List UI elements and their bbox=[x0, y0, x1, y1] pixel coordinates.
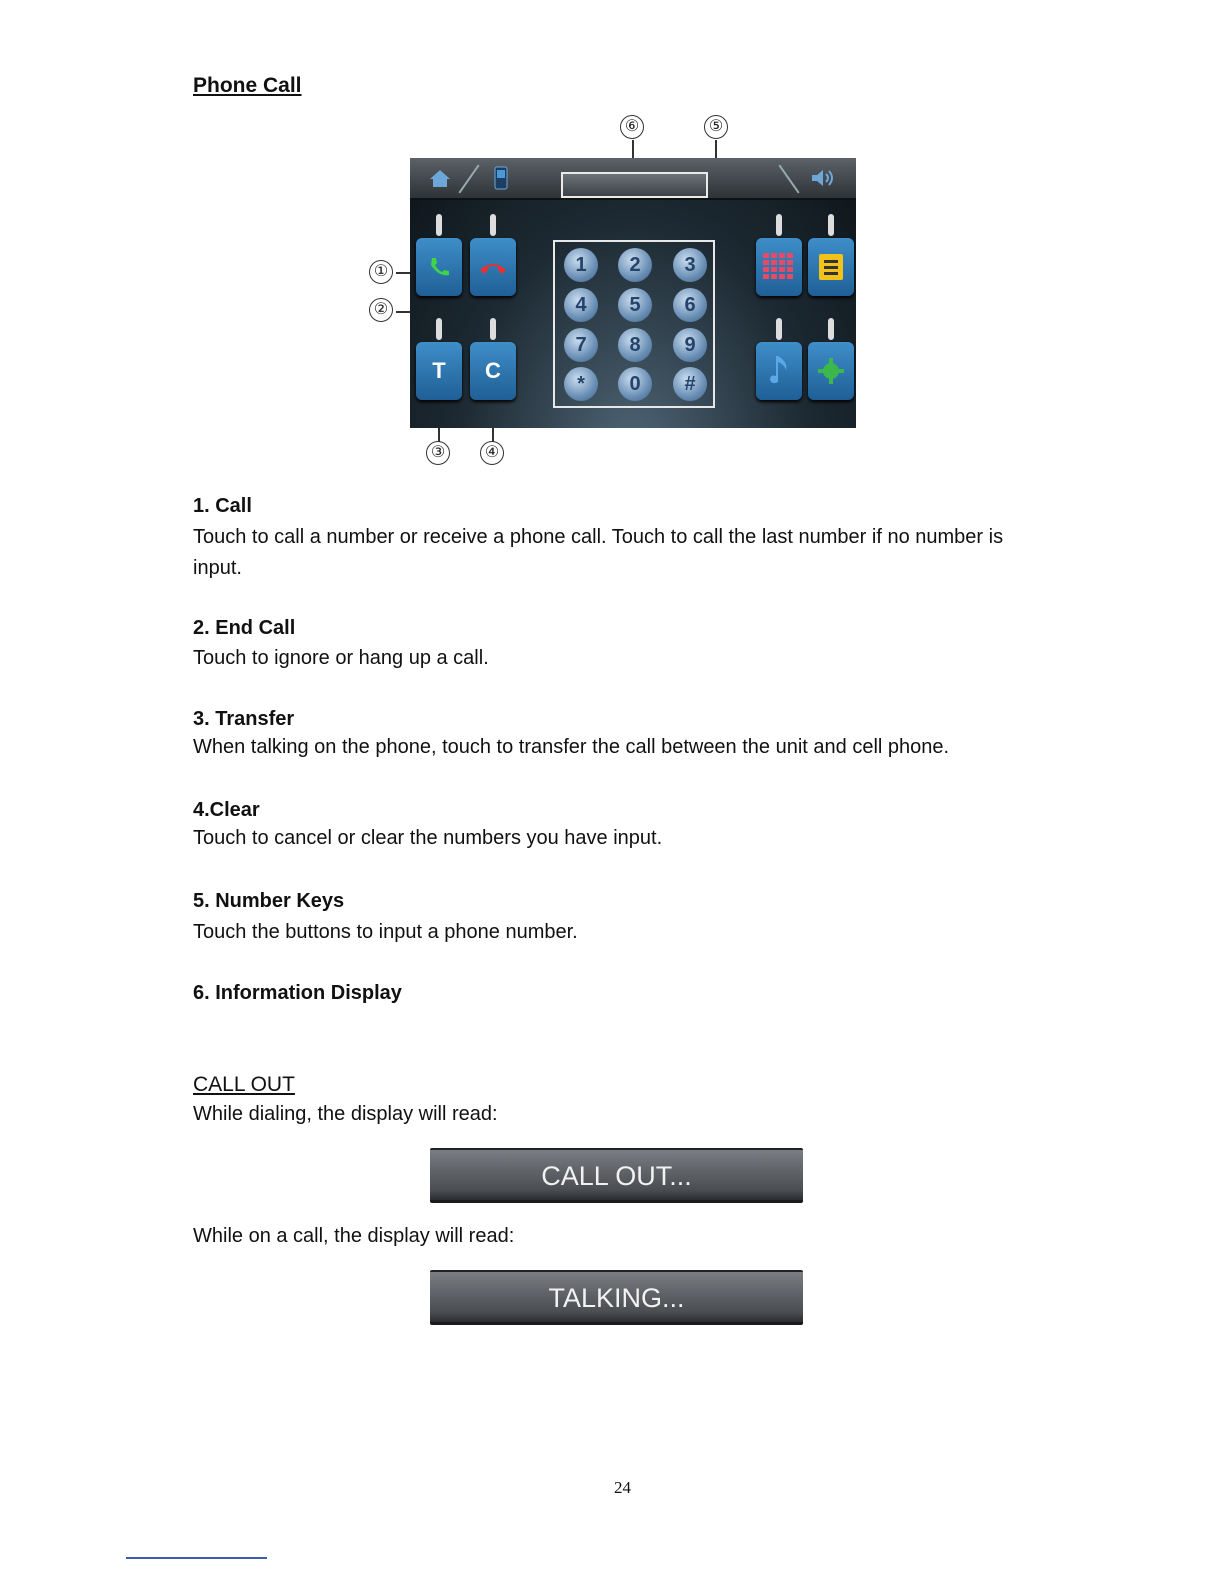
on-call-text: While on a call, the display will read: bbox=[193, 1225, 515, 1247]
music-button[interactable] bbox=[756, 342, 802, 400]
section-body-transfer: When talking on the phone, touch to transfer the call between the unit and cell phone. bbox=[193, 736, 950, 758]
key-3[interactable]: 3 bbox=[673, 248, 707, 282]
callout-4: ④ bbox=[480, 441, 504, 465]
phonebook-button[interactable] bbox=[808, 238, 854, 296]
music-note-icon bbox=[768, 354, 790, 386]
number-keypad bbox=[553, 240, 715, 408]
end-call-icon bbox=[478, 258, 508, 278]
section-title-end-call: 2. End Call bbox=[193, 617, 296, 639]
settings-button[interactable] bbox=[808, 342, 854, 400]
key-8[interactable]: 8 bbox=[618, 328, 652, 362]
information-display bbox=[561, 172, 708, 198]
talking-display: TALKING... bbox=[430, 1270, 803, 1325]
call-out-heading: CALL OUT bbox=[193, 1073, 295, 1096]
call-out-display: CALL OUT... bbox=[430, 1148, 803, 1203]
section-title-transfer: 3. Transfer bbox=[193, 708, 295, 730]
call-button[interactable] bbox=[416, 238, 462, 296]
callout-1: ① bbox=[369, 260, 393, 284]
section-title-information-display: 6. Information Display bbox=[193, 982, 402, 1004]
clear-button[interactable]: C bbox=[470, 342, 516, 400]
callout-3: ③ bbox=[426, 441, 450, 465]
grid-icon bbox=[763, 253, 795, 281]
page-heading: Phone Call bbox=[193, 74, 302, 97]
page-number: 24 bbox=[614, 1478, 631, 1497]
key-hash[interactable]: # bbox=[673, 367, 707, 401]
callout-6: ⑥ bbox=[620, 115, 644, 139]
section-body-call: Touch to call a number or receive a phone call. Touch to call the last number if no number is input. bbox=[193, 526, 1004, 579]
keypad-grid-button[interactable] bbox=[756, 238, 802, 296]
phone-device-icon bbox=[494, 166, 508, 190]
key-1[interactable]: 1 bbox=[564, 248, 598, 282]
section-body-end-call: Touch to ignore or hang up a call. bbox=[193, 647, 489, 669]
key-5[interactable]: 5 bbox=[618, 288, 652, 322]
transfer-button[interactable]: T bbox=[416, 342, 462, 400]
callout-2: ② bbox=[369, 298, 393, 322]
end-call-button[interactable] bbox=[470, 238, 516, 296]
section-title-number-keys: 5. Number Keys bbox=[193, 890, 345, 912]
key-star[interactable]: * bbox=[564, 367, 598, 401]
footer-rule bbox=[126, 1557, 267, 1559]
section-body-number-keys: Touch the buttons to input a phone number. bbox=[193, 921, 578, 943]
callout-5: ⑤ bbox=[704, 115, 728, 139]
gear-icon bbox=[818, 358, 844, 384]
key-7[interactable]: 7 bbox=[564, 328, 598, 362]
volume-icon[interactable] bbox=[810, 168, 836, 188]
head-unit-screen bbox=[410, 158, 856, 428]
home-icon[interactable] bbox=[428, 168, 452, 188]
key-4[interactable]: 4 bbox=[564, 288, 598, 322]
section-title-clear: 4.Clear bbox=[193, 799, 260, 821]
section-body-clear: Touch to cancel or clear the numbers you have input. bbox=[193, 827, 663, 849]
key-2[interactable]: 2 bbox=[618, 248, 652, 282]
key-0[interactable]: 0 bbox=[618, 367, 652, 401]
dialing-text: While dialing, the display will read: bbox=[193, 1103, 498, 1125]
call-icon bbox=[427, 255, 451, 279]
key-6[interactable]: 6 bbox=[673, 288, 707, 322]
section-title-call: 1. Call bbox=[193, 495, 252, 517]
key-9[interactable]: 9 bbox=[673, 328, 707, 362]
list-icon bbox=[818, 253, 844, 281]
top-bar bbox=[410, 158, 856, 200]
